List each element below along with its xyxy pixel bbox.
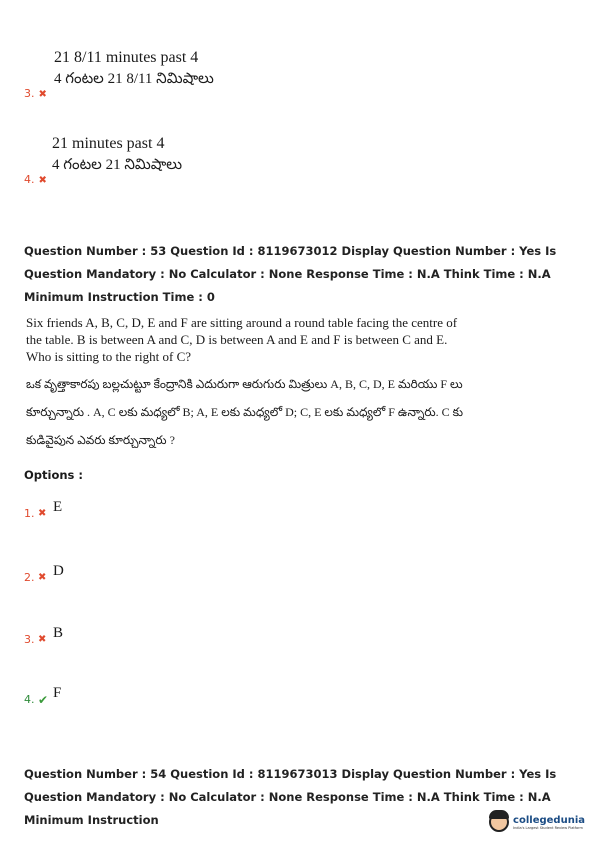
option-1-text: E xyxy=(53,499,63,515)
option-3-number: 3. xyxy=(24,633,35,646)
mascot-face-icon xyxy=(489,812,509,832)
question-53-telugu: ఒక వృత్తాకారపు బల్లచుట్టూ కేంద్రానికి ఎదురుగా ఆరుగురు మిత్రులు A, B, C, D, E మరియు F లు కూర్చున్నారు . A, C లకు మధ్యలో B; A, E లకు మధ్యలో D; C, E లకు మధ్యలో F ఉన్నారు. C కు కుడివైపున ఎవరు కూర్చున్నారు ? xyxy=(26,377,464,447)
option-3 xyxy=(24,624,224,648)
option-1-number: 1. xyxy=(24,507,35,520)
wrong-icon: ✖ xyxy=(38,634,47,645)
question-54-header: Question Number : 54 Question Id : 8119673013 Display Question Number : Yes Is Question Mandatory : No Calculator : None Response Time : N.A Think Time : N.A Minimum Instruction xyxy=(24,767,557,827)
option-4-number: 4. xyxy=(24,693,35,706)
option-2-text: D xyxy=(53,563,64,579)
question-53-header: Question Number : 53 Question Id : 8119673012 Display Question Number : Yes Is Question Mandatory : No Calculator : None Response Time : N.A Think Time : N.A Minimum Instruction Time : 0 xyxy=(24,244,557,304)
option-4-text: F xyxy=(53,685,62,701)
option-2-number: 2. xyxy=(24,571,35,584)
option-1 xyxy=(24,498,224,522)
option-4 xyxy=(24,684,224,708)
option-3-text: B xyxy=(53,625,64,641)
question-53-english: Six friends A, B, C, D, E and F are sitting around a round table facing the centre of the table. B is between A and C, D is between A and E and F is between C and E. Who is sitting to the right of C? xyxy=(26,315,458,364)
logo-tagline: India's Largest Student Review Platform xyxy=(513,825,583,830)
wrong-icon: ✖ xyxy=(38,175,47,186)
correct-check-icon: ✔ xyxy=(38,693,49,707)
prev-option-3-line1: 21 8/11 minutes past 4 xyxy=(54,49,199,66)
wrong-icon: ✖ xyxy=(38,572,47,583)
option-2 xyxy=(24,562,224,586)
prev-option-3-line2: 4 గంటల 21 8/11 నిమిషాలు xyxy=(54,71,214,87)
prev-option-3-number: 3. xyxy=(24,87,35,100)
prev-option-4-line1: 21 minutes past 4 xyxy=(52,135,165,152)
wrong-icon: ✖ xyxy=(38,508,47,519)
wrong-icon: ✖ xyxy=(38,89,47,100)
collegedunia-logo xyxy=(489,812,585,832)
logo-name: collegedunia xyxy=(513,814,585,826)
prev-option-4-number: 4. xyxy=(24,173,35,186)
options-label: Options : xyxy=(24,468,83,482)
prev-option-4-line2: 4 గంటల 21 నిమిషాలు xyxy=(52,157,183,173)
